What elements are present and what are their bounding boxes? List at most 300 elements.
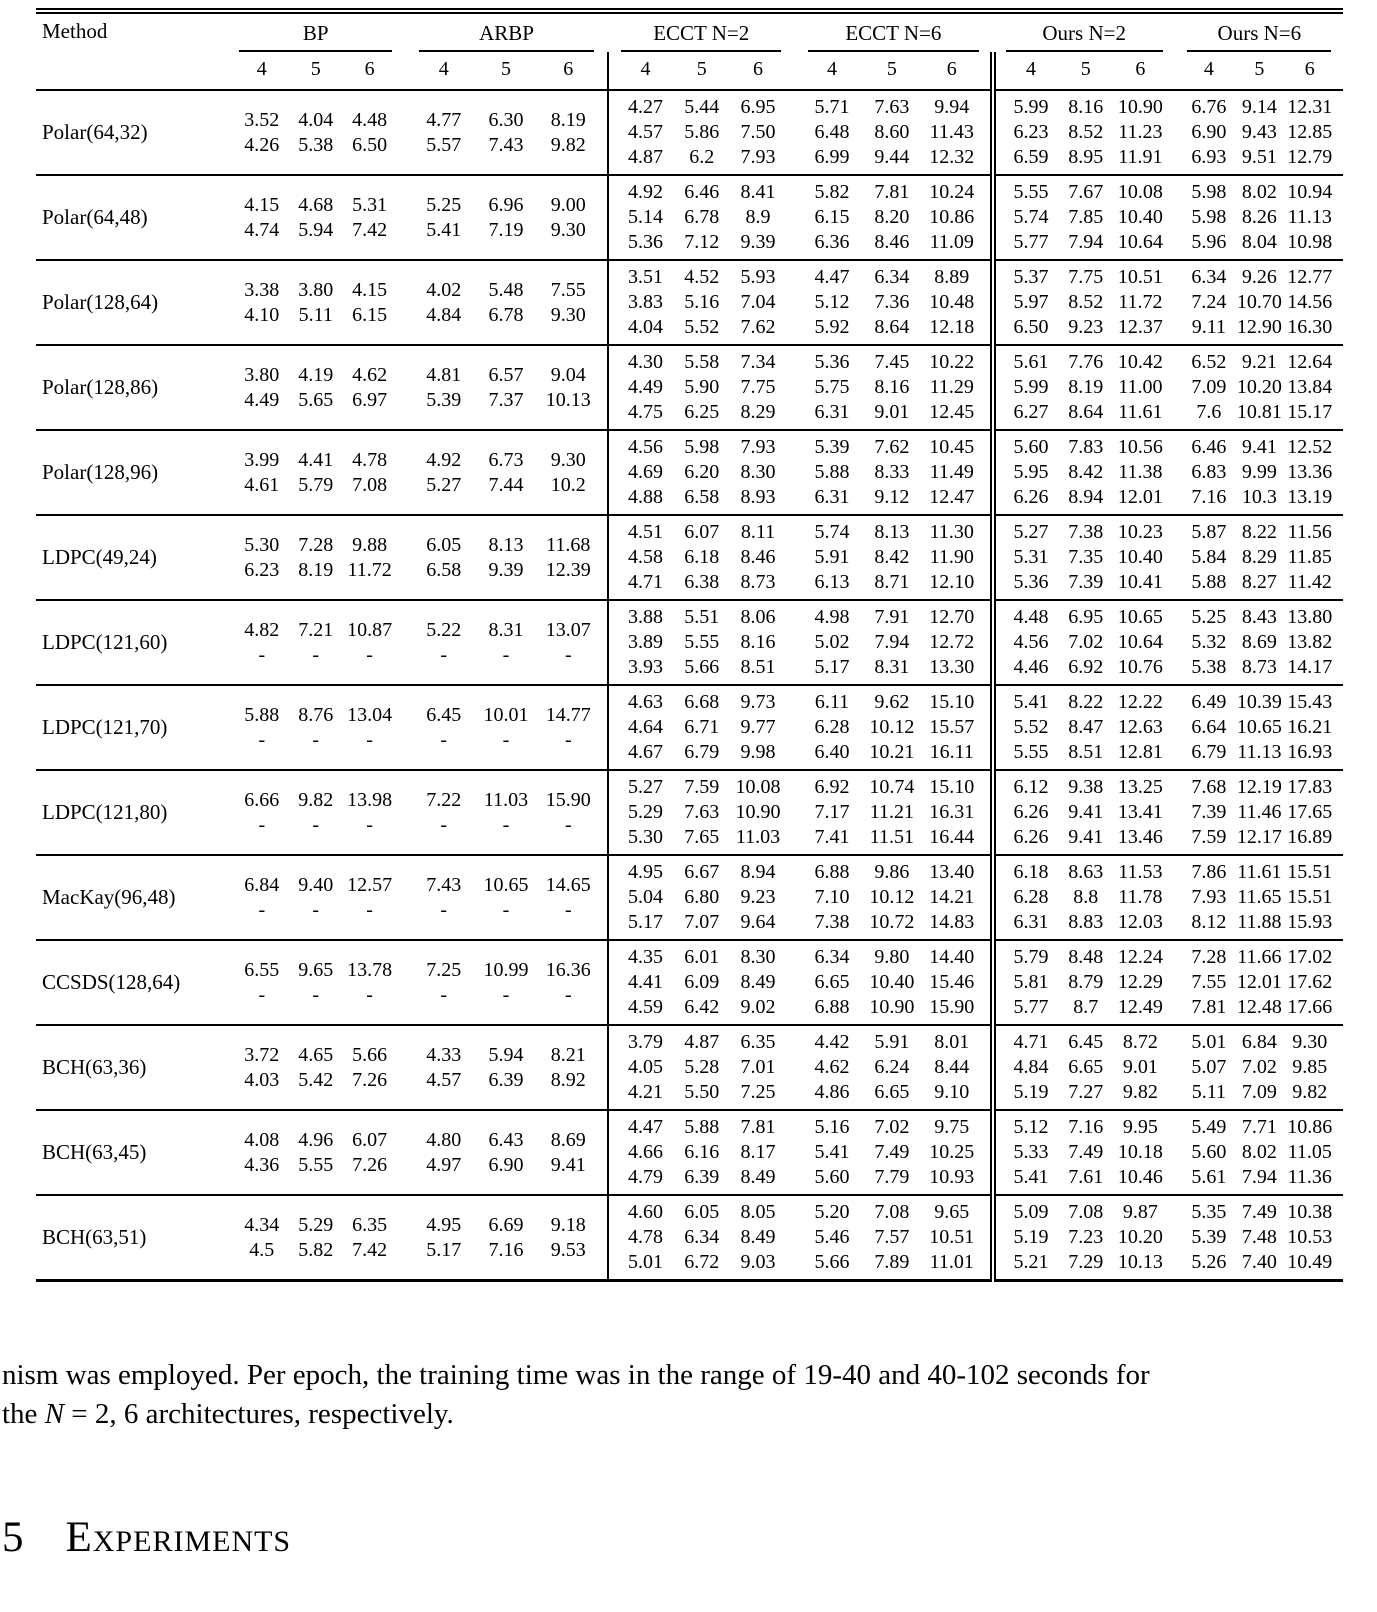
ber-value: 5.02 [814,631,850,653]
ber-value: 4.52 [684,266,720,288]
ber-value: 7.26 [352,1068,388,1091]
ber-value: 7.09 [1241,1081,1277,1103]
ber-value: 4.27 [628,96,664,118]
ber-value: 6.31 [1013,911,1049,933]
ber-value: 5.81 [1013,971,1049,993]
value-cell-group [608,600,794,685]
ber-value: 7.68 [1191,776,1227,798]
method-cell: Polar(128,96) [36,430,227,515]
ber-value: 3.52 [244,108,280,131]
ber-value: - [258,898,266,921]
ber-value: 10.90 [869,996,915,1018]
ber-value: 9.30 [550,448,586,471]
ber-value: 7.16 [1068,1116,1104,1138]
ber-value: 8.73 [1241,656,1277,678]
ber-value: 9.82 [1292,1081,1328,1103]
value-cell-group [794,260,993,345]
ber-value: 10.39 [1236,691,1282,713]
ber-value: 4.64 [628,716,664,738]
value-cell-group [608,345,794,430]
ber-value: 6.79 [1191,741,1227,763]
ber-value: 15.43 [1287,691,1333,713]
ber-value: 4.41 [298,448,334,471]
ber-value: 7.02 [1068,631,1104,653]
ber-value: 10.46 [1117,1166,1163,1188]
ber-value: 12.77 [1287,266,1333,288]
ber-value: 7.50 [740,121,776,143]
ber-value: 5.27 [628,776,664,798]
ber-value: 14.21 [929,886,975,908]
ber-value: 13.78 [347,958,393,981]
ber-value: 10.65 [1236,716,1282,738]
ber-value: 7.49 [1068,1141,1104,1163]
ber-value: 5.52 [684,316,720,338]
ber-value: 11.29 [929,376,974,398]
ber-value: 9.39 [488,558,524,581]
ber-value: 15.10 [929,776,975,798]
ber-value: 9.99 [1241,461,1277,483]
ber-value: 6.83 [1191,461,1227,483]
ber-value: 6.42 [684,996,720,1018]
ber-value: 6.31 [814,401,850,423]
ber-value: 12.81 [1117,741,1163,763]
value-cell-group [1176,940,1343,1025]
ber-value: 4.46 [1013,656,1049,678]
ber-value: 13.46 [1117,826,1163,848]
ber-value: 7.25 [426,958,462,981]
ber-value: 10.12 [869,716,915,738]
ber-value: 11.05 [1287,1141,1332,1163]
ber-value: 6.25 [684,401,720,423]
method-cell: BCH(63,51) [36,1195,227,1281]
ber-value: 4.49 [628,376,664,398]
math-expression: = 2, 6 [64,1398,139,1431]
ber-value: 12.32 [929,146,975,168]
ber-value: 6.97 [352,388,388,411]
ber-value: 9.82 [1122,1081,1158,1103]
snr-col-label: 6 [1135,58,1146,80]
ber-value: 11.91 [1118,146,1163,168]
ber-value: 12.48 [1236,996,1282,1018]
ber-value: 7.59 [1191,826,1227,848]
ber-value: 8.72 [1122,1031,1158,1053]
ber-value: 4.75 [628,401,664,423]
value-cell-group [405,600,609,685]
ber-value: 11.38 [1118,461,1163,483]
ber-value: 8.63 [1068,861,1104,883]
ber-value: 9.21 [1241,351,1277,373]
ber-value: 6.01 [684,946,720,968]
method-cell: MacKay(96,48) [36,855,227,940]
ber-value: 11.13 [1287,206,1332,228]
ber-value: 7.83 [1068,436,1104,458]
ber-value: 12.45 [929,401,975,423]
ber-value: 6.92 [814,776,850,798]
ber-value: 5.30 [244,533,280,556]
ber-value: 5.87 [1191,521,1227,543]
value-cell-group [608,515,794,600]
ber-value: 6.13 [814,571,850,593]
ber-value: 7.76 [1068,351,1104,373]
ber-value: 5.71 [814,96,850,118]
ber-value: 10.65 [483,873,529,896]
ber-value: 4.98 [814,606,850,628]
ber-value: 6.55 [244,958,280,981]
ber-value: 10.90 [1117,96,1163,118]
ber-value: 3.99 [244,448,280,471]
ber-value: 6.15 [814,206,850,228]
method-cell: Polar(64,48) [36,175,227,260]
ber-value: 8.21 [550,1043,586,1066]
ber-value: - [366,728,373,751]
snr-col-label: 5 [1254,58,1265,80]
ber-value: - [312,983,320,1006]
ber-value: 6.39 [488,1068,524,1091]
section-heading [2,1513,1377,1562]
ber-value: 8.93 [740,486,776,508]
value-cell-group [405,685,609,770]
ber-value: 6.43 [488,1128,524,1151]
ber-value: 9.01 [874,401,910,423]
value-cell-group [993,1110,1176,1195]
value-cell-group [405,1195,609,1281]
ber-value: 7.02 [1241,1056,1277,1078]
ber-value: 17.66 [1287,996,1333,1018]
ber-value: 7.59 [684,776,720,798]
ber-value: 5.93 [740,266,776,288]
ber-value: 12.37 [1117,316,1163,338]
ber-value: 5.36 [628,231,664,253]
ber-value: 10.72 [869,911,915,933]
paper-page [0,8,1377,1612]
method-header: Method [36,11,227,90]
ber-value: 7.36 [874,291,910,313]
ber-value: 15.46 [929,971,975,993]
ber-value: 5.98 [684,436,720,458]
ber-value: 12.85 [1287,121,1333,143]
ber-value: 8.48 [1068,946,1104,968]
ber-value: - [312,728,320,751]
ber-value: 7.81 [1191,996,1227,1018]
ber-value: 8.42 [874,546,910,568]
ber-value: 4.59 [628,996,664,1018]
ber-value: 5.01 [1191,1031,1227,1053]
table-row [36,685,1343,770]
ber-value: 6.35 [352,1213,388,1236]
table-subheader-row [36,52,1343,90]
ber-value: 8.04 [1241,231,1277,253]
value-cell-group [608,90,794,175]
ber-value: 7.89 [874,1251,910,1273]
ber-value: 8.22 [1068,691,1104,713]
ber-value: 4.87 [628,146,664,168]
ber-value: 4.62 [814,1056,850,1078]
snr-col-label: 6 [364,58,375,80]
method-cell: Polar(128,86) [36,345,227,430]
table-row [36,1110,1343,1195]
value-cell-group [405,260,609,345]
ber-value: 3.80 [298,278,334,301]
ber-value: 5.55 [1013,181,1049,203]
ber-value: 7.35 [1068,546,1104,568]
ber-value: 4.08 [244,1128,280,1151]
ber-value: 10.86 [929,206,975,228]
ber-value: 8.47 [1068,716,1104,738]
ber-value: 4.04 [628,316,664,338]
ber-value: 4.5 [249,1238,275,1261]
ber-value: 8.60 [874,121,910,143]
ber-value: 6.34 [874,266,910,288]
ber-value: - [366,898,373,921]
subheader-group [227,52,405,90]
ber-value: 5.33 [1013,1141,1049,1163]
ber-value: 7.49 [1241,1201,1277,1223]
ber-value: 11.42 [1287,571,1332,593]
ber-value: 12.01 [1236,971,1282,993]
ber-value: - [502,728,510,751]
ber-value: 7.08 [874,1201,910,1223]
ber-value: 9.88 [352,533,388,556]
ber-value: 7.86 [1191,861,1227,883]
value-cell-group [227,940,405,1025]
value-cell-group [1176,90,1343,175]
ber-value: 8.44 [934,1056,970,1078]
section-title: Experiments [65,1513,292,1561]
ber-value: 6.2 [689,146,715,168]
value-cell-group [993,515,1176,600]
ber-value: 10.98 [1287,231,1333,253]
ber-value: 7.45 [874,351,910,373]
ber-value: 7.40 [1241,1251,1277,1273]
ber-value: 5.92 [814,316,850,338]
ber-value: - [564,983,572,1006]
ber-value: 8.11 [740,521,776,543]
section-number: 5 [2,1513,24,1561]
ber-value: 6.58 [426,558,462,581]
ber-value: 12.79 [1287,146,1333,168]
value-cell-group [1176,260,1343,345]
ber-value: 4.35 [628,946,664,968]
ber-value: 9.43 [1241,121,1277,143]
ber-value: 12.29 [1117,971,1163,993]
ber-value: 8.52 [1068,121,1104,143]
ber-value: 7.12 [684,231,720,253]
ber-value: 7.55 [1191,971,1227,993]
ber-value: 17.02 [1287,946,1333,968]
column-group-header-ours-n2 [993,11,1176,52]
ber-value: 14.65 [545,873,591,896]
ber-value: 8.20 [874,206,910,228]
value-cell-group [608,1110,794,1195]
value-cell-group [794,345,993,430]
ber-value: 6.78 [488,303,524,326]
ber-value: 4.84 [426,303,462,326]
table-row [36,175,1343,260]
ber-value: 6.93 [1191,146,1227,168]
column-group-label: ARBP [479,21,534,45]
ber-value: 4.15 [244,193,280,216]
ber-value: 7.63 [684,801,720,823]
ber-value: 4.82 [244,618,280,641]
value-cell-group [227,600,405,685]
ber-value: 11.51 [869,826,915,848]
ber-value: 5.41 [1013,1166,1049,1188]
column-group-label: Ours N=6 [1217,21,1302,45]
ber-value: 12.19 [1236,776,1282,798]
ber-value: 16.89 [1287,826,1333,848]
ber-value: 4.48 [352,108,388,131]
value-cell-group [993,685,1176,770]
ber-value: 5.75 [814,376,850,398]
ber-value: - [502,643,510,666]
value-cell-group [405,940,609,1025]
snr-col-label: 4 [640,58,651,80]
value-cell-group [227,1110,405,1195]
ber-value: 4.47 [814,266,850,288]
ber-value: 9.40 [298,873,334,896]
ber-value: 6.57 [488,363,524,386]
ber-value: 5.28 [684,1056,720,1078]
ber-value: 9.23 [1068,316,1104,338]
ber-value: 6.05 [426,533,462,556]
ber-value: 7.04 [740,291,776,313]
ber-value: 8.51 [740,656,776,678]
snr-col-label: 4 [1203,58,1214,80]
ber-value: 6.26 [1013,486,1049,508]
ber-value: 5.17 [814,656,850,678]
ber-value: 4.36 [244,1153,280,1176]
ber-value: 15.90 [545,788,591,811]
method-cell: LDPC(121,70) [36,685,227,770]
ber-value: 5.41 [426,218,462,241]
ber-value: 8.13 [488,533,524,556]
value-cell-group [794,1110,993,1195]
ber-value: 4.78 [352,448,388,471]
ber-value: 5.17 [628,911,664,933]
value-cell-group [227,685,405,770]
ber-value: 4.88 [628,486,664,508]
ber-value: 11.01 [929,1251,974,1273]
ber-value: 10.64 [1117,631,1163,653]
ber-value: 8.43 [1241,606,1277,628]
ber-value: 8.01 [934,1031,970,1053]
ber-value: 3.51 [628,266,664,288]
ber-value: 7.28 [298,533,334,556]
value-cell-group [794,1025,993,1110]
ber-value: 5.79 [298,473,334,496]
ber-value: 5.11 [298,303,333,326]
ber-value: 5.66 [814,1251,850,1273]
value-cell-group [608,1025,794,1110]
ber-value: 6.50 [352,133,388,156]
ber-value: 8.19 [1068,376,1104,398]
ber-value: 3.88 [628,606,664,628]
ber-value: 5.14 [628,206,664,228]
ber-value: 12.31 [1287,96,1333,118]
ber-value: 5.86 [684,121,720,143]
ber-value: 11.85 [1287,546,1332,568]
ber-value: 12.57 [347,873,393,896]
ber-value: 7.22 [426,788,462,811]
ber-value: 7.48 [1241,1226,1277,1248]
ber-value: 13.84 [1287,376,1333,398]
ber-value: 6.23 [1013,121,1049,143]
ber-value: 11.03 [483,788,529,811]
ber-value: 4.49 [244,388,280,411]
ber-value: 5.29 [628,801,664,823]
ber-value: 5.55 [684,631,720,653]
ber-value: 4.63 [628,691,664,713]
ber-value: 10.38 [1287,1201,1333,1223]
ber-value: 6.24 [874,1056,910,1078]
ber-value: 8.9 [745,206,771,228]
column-group-label: BP [302,21,329,45]
ber-value: 5.36 [814,351,850,373]
ber-value: 8.12 [1191,911,1227,933]
value-cell-group [794,90,993,175]
ber-value: 17.65 [1287,801,1333,823]
ber-value: 5.39 [426,388,462,411]
ber-value: 11.66 [1237,946,1282,968]
ber-value: 5.77 [1013,231,1049,253]
ber-value: 9.30 [550,303,586,326]
ber-value: 9.65 [934,1201,970,1223]
subheader-group [993,52,1176,90]
ber-value: 6.76 [1191,96,1227,118]
ber-value: 4.65 [298,1043,334,1066]
ber-value: 4.04 [298,108,334,131]
value-cell-group [405,770,609,855]
ber-value: 5.74 [814,521,850,543]
ber-value: - [258,728,266,751]
ber-value: 5.38 [1191,656,1227,678]
ber-value: 5.60 [1191,1141,1227,1163]
ber-value: 7.44 [488,473,524,496]
value-cell-group [993,1025,1176,1110]
table-row [36,515,1343,600]
ber-value: 8.46 [740,546,776,568]
table-header [36,11,1343,90]
ber-value: 6.84 [244,873,280,896]
ber-value: 3.80 [244,363,280,386]
results-table-wrapper [36,8,1343,1282]
table-row [36,855,1343,940]
ber-value: 5.46 [814,1226,850,1248]
ber-value: 9.82 [550,133,586,156]
ber-value: 7.25 [740,1081,776,1103]
ber-value: - [366,983,373,1006]
ber-value: 9.64 [740,911,776,933]
table-group-header-row [36,11,1343,52]
ber-value: 5.79 [1013,946,1049,968]
ber-value: 5.84 [1191,546,1227,568]
ber-value: 6.99 [814,146,850,168]
ber-value: 6.40 [814,741,850,763]
ber-value: 8.31 [874,656,910,678]
ber-value: 4.56 [628,436,664,458]
value-cell-group [993,260,1176,345]
value-cell-group [405,175,609,260]
column-group-header-bp [227,11,405,52]
ber-value: 8.69 [550,1128,586,1151]
ber-value: 10.53 [1287,1226,1333,1248]
ber-value: 4.79 [628,1166,664,1188]
ber-value: 10.94 [1287,181,1333,203]
snr-col-label: 4 [256,58,267,80]
ber-value: 3.38 [244,278,280,301]
ber-value: - [312,813,320,836]
ber-value: 8.95 [1068,146,1104,168]
